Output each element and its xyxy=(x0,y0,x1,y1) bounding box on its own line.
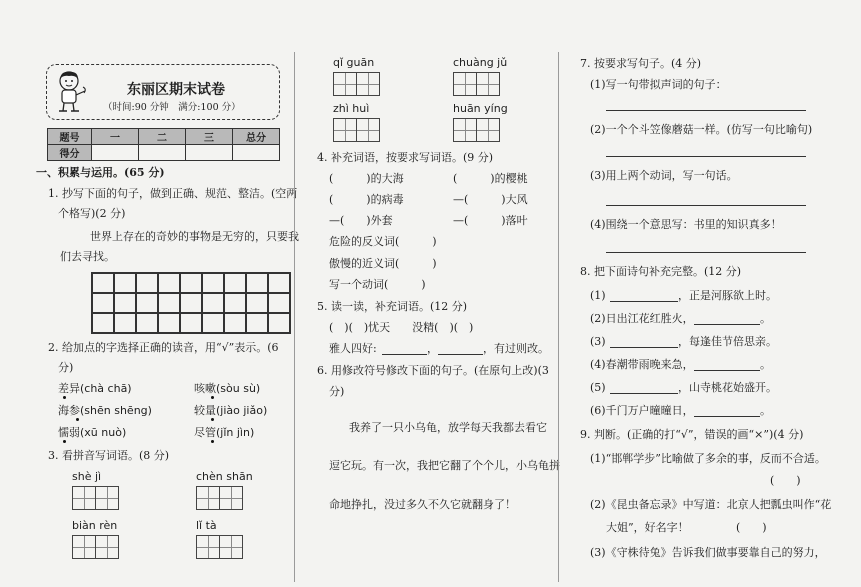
table-row xyxy=(48,145,280,161)
copy-writing-grid[interactable] xyxy=(91,272,291,334)
question-7-prompt: 7. 按要求写句子。(4 分) xyxy=(580,57,702,70)
question-7-sub: (2)一个个斗笠像蘑菇一样。(仿写一句比喻句) xyxy=(590,123,813,136)
column-right xyxy=(570,0,850,587)
pinyin-label: biàn rèn xyxy=(72,519,118,532)
pinyin-label: chuàng jǔ xyxy=(453,56,508,69)
pronunciation-item[interactable]: 海参(shēn shēng) xyxy=(58,404,152,417)
column-divider xyxy=(558,52,559,582)
poem-post: ，正是河豚欲上时。 xyxy=(678,289,777,302)
question-6-prompt: 6. 用修改符号修改下面的句子。(在原句上改)(3 xyxy=(317,364,549,377)
poem-pre: (2)日出江花红胜火， xyxy=(590,312,694,325)
pronunciation-item[interactable]: 懦弱(xū nuò) xyxy=(58,426,127,439)
idiom-sep: ， xyxy=(427,342,438,355)
answer-blank[interactable] xyxy=(694,416,760,417)
question-7-sub: (1)写一句带拟声词的句子： xyxy=(590,78,727,91)
poem-post: 。 xyxy=(760,312,771,325)
question-4-prompt: 4. 补充词语，按要求写词语。(9 分) xyxy=(317,151,494,164)
pronunciation-item[interactable]: 差异(chà chā) xyxy=(58,382,132,395)
fill-word-item[interactable]: —( )落叶 xyxy=(453,214,528,227)
judge-item: (3)《守株待兔》告诉我们做事要靠自己的努力， xyxy=(590,546,826,559)
poem-pre: (4)春潮带雨晚来急， xyxy=(590,358,694,371)
fill-word-item[interactable]: —( )外套 xyxy=(329,214,393,227)
idiom-tail: ，有过则改。 xyxy=(483,342,549,355)
poem-pre: (5) xyxy=(590,381,606,394)
poem-pre: (6)千门万户曈曈日， xyxy=(590,404,694,417)
table-row xyxy=(48,129,280,145)
cartoon-boy-icon xyxy=(53,69,89,113)
idiom-fill-row[interactable]: ( )( )忧天 没精( )( ) xyxy=(329,321,474,334)
pinyin-label: lǐ tà xyxy=(196,519,217,532)
poem-post: 。 xyxy=(760,404,771,417)
question-7-sub: (4)围绕一个意思写：书里的知识真多！ xyxy=(590,218,782,231)
poem-pre: (3) xyxy=(590,335,606,348)
pinyin-word-box[interactable] xyxy=(453,102,508,142)
idiom-label: 雅人四好: xyxy=(329,342,377,355)
question-6-text-cont[interactable]: 命地挣扎，没过多久不久它就翻身了！ xyxy=(329,498,516,511)
verb-item[interactable]: 写一个动词( ) xyxy=(329,278,426,291)
fill-word-item[interactable]: ( )的大海 xyxy=(329,172,404,185)
section-heading: 一、积累与运用。(65 分) xyxy=(36,166,165,179)
answer-line[interactable] xyxy=(606,110,806,111)
grid-row xyxy=(92,313,290,333)
pinyin-word-box[interactable] xyxy=(453,56,507,96)
poem-post: 。 xyxy=(760,358,771,371)
synonym-item[interactable]: 傲慢的近义词( ) xyxy=(329,257,437,270)
column-divider xyxy=(294,52,295,582)
answer-line[interactable] xyxy=(606,205,806,206)
exam-title: 东丽区期末试卷 xyxy=(127,82,225,98)
pinyin-word-box[interactable] xyxy=(72,519,118,559)
score-cell[interactable] xyxy=(139,145,186,161)
judge-answer[interactable]: ( ) xyxy=(770,474,801,487)
pinyin-label: zhì huì xyxy=(333,102,370,115)
grid-row xyxy=(92,293,290,313)
table-cell: 二 xyxy=(139,129,186,145)
question-1-prompt: 1. 抄写下面的句子，做到正确、规范、整洁。(空两 xyxy=(48,187,298,200)
answer-line[interactable] xyxy=(606,156,806,157)
score-cell[interactable] xyxy=(233,145,280,161)
question-6-text[interactable]: 我养了一只小乌龟，放学每天我都去看它 xyxy=(349,421,547,434)
question-1-text: 世界上存在的奇妙的事物是无穷的，只要我 xyxy=(90,230,299,243)
fill-word-item[interactable]: ( )的樱桃 xyxy=(453,172,528,185)
answer-blank[interactable] xyxy=(694,324,760,325)
answer-blank[interactable] xyxy=(694,370,760,371)
pronunciation-item[interactable]: 尽管(jǐn jìn) xyxy=(194,426,255,439)
judge-item: (2)《昆虫备忘录》中写道：北京人把瓢虫叫作“花 xyxy=(590,498,832,511)
question-5-prompt: 5. 读一读，补充词语。(12 分) xyxy=(317,300,468,313)
answer-blank[interactable] xyxy=(382,354,427,355)
pinyin-label: qǐ guān xyxy=(333,56,375,69)
pinyin-label: shè jì xyxy=(72,470,102,483)
score-table xyxy=(47,128,280,161)
pronunciation-item[interactable]: 咳嗽(sòu sù) xyxy=(194,382,261,395)
pinyin-label: huān yíng xyxy=(453,102,508,115)
table-cell: 得分 xyxy=(48,145,92,161)
grid-row xyxy=(92,273,290,293)
answer-blank[interactable] xyxy=(438,354,483,355)
question-3-prompt: 3. 看拼音写词语。(8 分) xyxy=(48,449,170,462)
answer-blank[interactable] xyxy=(610,347,678,348)
pinyin-word-box[interactable] xyxy=(333,56,379,96)
exam-subtitle: （时间:90 分钟 满分:100 分） xyxy=(103,102,241,113)
poem-pre: (1) xyxy=(590,289,606,302)
table-cell: 题号 xyxy=(48,129,92,145)
table-cell: 一 xyxy=(92,129,139,145)
column-middle xyxy=(303,0,560,587)
pinyin-word-box[interactable] xyxy=(333,102,379,142)
pronunciation-item[interactable]: 较量(jiào jiǎo) xyxy=(194,404,268,417)
question-1-prompt-cont: 个格写)(2 分) xyxy=(58,207,126,220)
pinyin-label: chèn shān xyxy=(196,470,253,483)
question-9-prompt: 9. 判断。(正确的打“√”，错误的画“×”)(4 分) xyxy=(580,428,804,441)
question-6-text-cont[interactable]: 逗它玩。有一次，我把它翻了个个儿，小乌龟拼 xyxy=(329,459,560,472)
question-2-prompt: 2. 给加点的字选择正确的读音，用“√”表示。(6 xyxy=(48,341,279,354)
table-cell: 三 xyxy=(186,129,233,145)
fill-word-item[interactable]: —( )大风 xyxy=(453,193,528,206)
poem-post: ，山寺桃花始盛开。 xyxy=(678,381,777,394)
judge-answer[interactable]: ( ) xyxy=(736,521,767,534)
question-8-prompt: 8. 把下面诗句补充完整。(12 分) xyxy=(580,265,742,278)
pinyin-word-box[interactable] xyxy=(196,519,242,559)
question-1-text-cont: 们去寻找。 xyxy=(60,250,115,263)
poem-post: ，每逢佳节倍思亲。 xyxy=(678,335,777,348)
judge-item: (1)“邯郸学步”比喻做了多余的事，反而不合适。 xyxy=(590,452,826,465)
question-7-sub: (3)用上两个动词，写一句话。 xyxy=(590,169,738,182)
question-2-prompt-cont: 分) xyxy=(58,361,74,374)
score-cell[interactable] xyxy=(186,145,233,161)
antonym-item[interactable]: 危险的反义词( ) xyxy=(329,235,437,248)
fill-word-item[interactable]: ( )的病毒 xyxy=(329,193,404,206)
pinyin-word-box[interactable] xyxy=(196,470,253,510)
exam-title-box xyxy=(46,64,280,120)
judge-item-cont: 大姐”，好名字！ xyxy=(606,521,689,534)
question-6-prompt-cont: 分) xyxy=(329,385,345,398)
pinyin-word-box[interactable] xyxy=(72,470,118,510)
answer-blank[interactable] xyxy=(610,301,678,302)
score-cell[interactable] xyxy=(92,145,139,161)
column-left xyxy=(36,0,299,587)
table-cell: 总分 xyxy=(233,129,280,145)
answer-line[interactable] xyxy=(606,252,806,253)
answer-blank[interactable] xyxy=(610,393,678,394)
